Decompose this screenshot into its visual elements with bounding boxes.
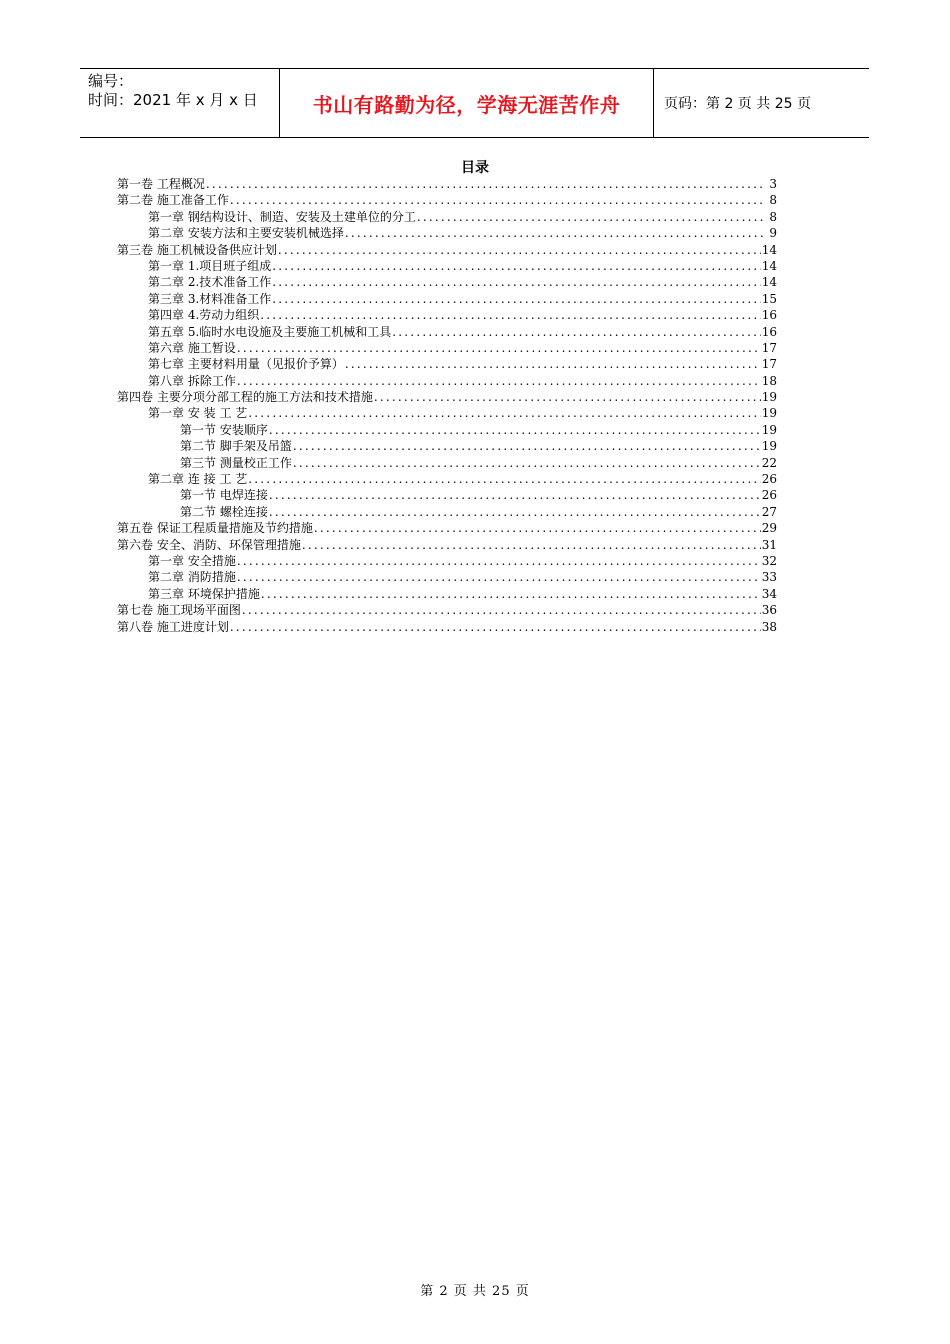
toc-entry[interactable] (117, 373, 777, 389)
toc-leader-dots (237, 569, 761, 585)
toc-leader-dots (206, 176, 766, 192)
document-number-label: 编号： (88, 72, 134, 90)
toc-entry-page: 33 (761, 570, 777, 585)
toc-entry-text: 第一卷 工程概况 (117, 177, 205, 191)
toc-entry-text: 第四卷 主要分项分部工程的施工方法和技术措施 (117, 390, 373, 405)
toc-leader-dots (417, 209, 766, 225)
toc-entry-text: 第三章 3.材料准备工作 (148, 291, 272, 306)
toc-entry-page: 38 (761, 619, 777, 634)
toc-leader-dots (248, 471, 760, 487)
toc-entry[interactable] (117, 553, 777, 569)
toc-entry-text: 第四章 4.劳动力组织 (148, 308, 260, 323)
toc-entry-page: 14 (761, 258, 777, 273)
toc-entry-page: 16 (761, 308, 777, 323)
toc-entry[interactable] (117, 307, 777, 323)
toc-entry-text: 第二节 螺栓连接 (180, 504, 268, 519)
toc-leader-dots (269, 422, 761, 438)
toc-entry-page: 8 (769, 193, 777, 208)
toc-title: 目录 (461, 160, 489, 176)
toc-entry[interactable] (117, 176, 777, 192)
toc-entry-page: 19 (761, 422, 777, 437)
toc-entry-page: 16 (761, 324, 777, 339)
toc-entry-page: 19 (761, 406, 777, 421)
toc-leader-dots (314, 520, 761, 536)
toc-leader-dots (272, 291, 760, 307)
toc-entry-text: 第二章 2.技术准备工作 (148, 275, 272, 290)
toc-entry-text: 第二卷 施工准备工作 (117, 193, 229, 208)
page-header (80, 68, 869, 138)
toc-entry[interactable] (117, 209, 777, 225)
toc-entry-text: 第三节 测量校正工作 (180, 455, 292, 470)
toc-entry[interactable] (117, 569, 777, 585)
toc-entry-page: 8 (769, 209, 777, 224)
toc-entry[interactable] (117, 422, 777, 438)
toc-leader-dots (293, 438, 761, 454)
toc-entry-text: 第二节 脚手架及吊篮 (180, 439, 292, 454)
toc-entry-page: 34 (761, 586, 777, 601)
header-meta (80, 69, 280, 137)
toc-entry[interactable] (117, 405, 777, 421)
toc-entry[interactable] (117, 242, 777, 258)
document-date: 时间：2021 年 x 月 x 日 (88, 91, 258, 109)
toc-entry-page: 14 (761, 275, 777, 290)
toc-entry-page: 27 (761, 504, 777, 519)
toc-entry[interactable] (117, 602, 777, 618)
toc-leader-dots (302, 537, 761, 553)
toc-entry[interactable] (117, 537, 777, 553)
toc-entry[interactable] (117, 258, 777, 274)
toc-entry[interactable] (117, 520, 777, 536)
toc-entry-text: 第六章 施工暂设 (148, 340, 236, 355)
toc-entry-text: 第二章 安装方法和主要安装机械选择 (148, 226, 344, 241)
toc-entry-text: 第一章 安 装 工 艺 (148, 406, 248, 421)
header-motto: 书山有路勤为径，学海无涯苦作舟 (280, 69, 654, 137)
toc-leader-dots (242, 602, 761, 618)
toc-entry-text: 第一章 安全措施 (148, 553, 236, 568)
toc-leader-dots (230, 619, 761, 635)
toc-entry[interactable] (117, 504, 777, 520)
toc-leader-dots (293, 455, 761, 471)
toc-leader-dots (392, 324, 760, 340)
toc-entry-text: 第七卷 施工现场平面图 (117, 603, 241, 618)
toc-entry-page: 29 (761, 521, 777, 536)
toc-entry-text: 第三卷 施工机械设备供应计划 (117, 242, 277, 257)
toc-entry-page: 9 (769, 226, 777, 241)
toc-entry[interactable] (117, 455, 777, 471)
toc-leader-dots (237, 553, 761, 569)
toc-entry[interactable] (117, 291, 777, 307)
toc-entry[interactable] (117, 487, 777, 503)
toc-entry-page: 32 (761, 553, 777, 568)
toc-entry[interactable] (117, 324, 777, 340)
toc-leader-dots (345, 356, 761, 372)
toc-leader-dots (269, 504, 761, 520)
toc-entry-text: 第五章 5.临时水电设施及主要施工机械和工具 (148, 324, 392, 339)
toc-entry-text: 第一章 钢结构设计、制造、安装及土建单位的分工 (148, 209, 416, 224)
toc-entry-page: 26 (761, 488, 777, 503)
page-footer: 第 2 页 共 25 页 (420, 1284, 530, 1299)
toc-entry[interactable] (117, 225, 777, 241)
toc-entry[interactable] (117, 274, 777, 290)
toc-entry-page: 22 (761, 455, 777, 470)
toc-entry-text: 第六卷 安全、消防、环保管理措施 (117, 537, 301, 552)
toc-entry-text: 第三章 环境保护措施 (148, 586, 260, 601)
toc-entry-page: 36 (761, 603, 777, 618)
toc-leader-dots (272, 258, 760, 274)
toc-entry-text: 第八卷 施工进度计划 (117, 619, 229, 634)
toc-leader-dots (269, 487, 761, 503)
toc-entry-page: 19 (761, 439, 777, 454)
toc-entry-text: 第一节 电焊连接 (180, 488, 268, 503)
toc-entry-text: 第一节 安装顺序 (180, 422, 268, 437)
toc-entry-page: 15 (761, 291, 777, 306)
toc-entry-page: 31 (761, 537, 777, 552)
toc-entry-text: 第二章 消防措施 (148, 570, 236, 585)
toc-entry[interactable] (117, 438, 777, 454)
toc-leader-dots (345, 225, 766, 241)
toc-entry-text: 第八章 拆除工作 (148, 373, 236, 388)
toc-entry-page: 3 (769, 177, 777, 191)
toc-entry-page: 17 (761, 357, 777, 372)
toc-leader-dots (272, 274, 760, 290)
toc-entry[interactable] (117, 389, 777, 405)
toc-leader-dots (237, 340, 761, 356)
toc-leader-dots (278, 242, 761, 258)
toc-leader-dots (374, 389, 761, 405)
toc-entry[interactable] (117, 471, 777, 487)
toc-entry-page: 26 (761, 472, 777, 487)
toc-entry[interactable] (117, 340, 777, 356)
toc-leader-dots (237, 373, 761, 389)
toc-leader-dots (230, 192, 766, 208)
toc-entry-page: 17 (761, 340, 777, 355)
toc-leader-dots (261, 586, 761, 602)
toc-entry[interactable] (117, 619, 777, 635)
toc-entry[interactable] (117, 356, 777, 372)
toc-entry-page: 18 (761, 373, 777, 388)
toc-entry-text: 第五卷 保证工程质量措施及节约措施 (117, 521, 313, 536)
toc-entry-page: 19 (761, 390, 777, 405)
toc-entry[interactable] (117, 586, 777, 602)
table-of-contents (117, 176, 777, 635)
toc-leader-dots (248, 405, 760, 421)
toc-entry-page: 14 (761, 242, 777, 257)
header-page-info: 页码：第 2 页 共 25 页 (664, 96, 811, 112)
toc-entry-text: 第二章 连 接 工 艺 (148, 472, 248, 487)
toc-entry-text: 第一章 1.项目班子组成 (148, 258, 272, 273)
toc-entry-text: 第七章 主要材料用量（见报价予算） (148, 357, 344, 372)
toc-entry[interactable] (117, 192, 777, 208)
toc-leader-dots (260, 307, 760, 323)
